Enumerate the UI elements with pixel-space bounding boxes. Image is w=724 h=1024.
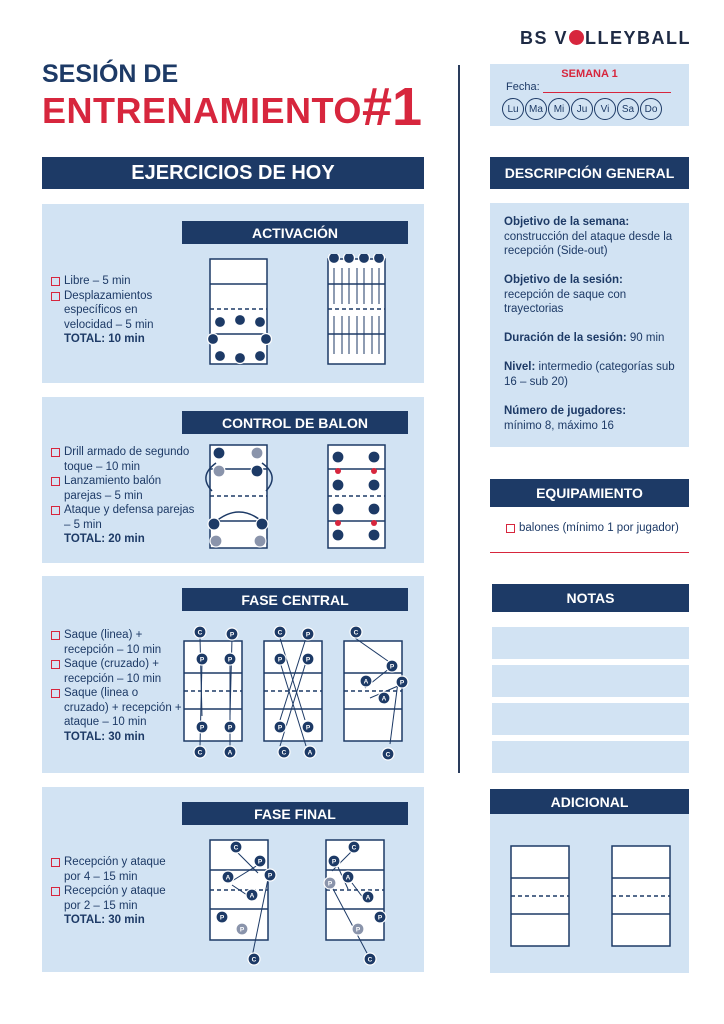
day-circle[interactable]: Do	[640, 98, 662, 120]
day-circle[interactable]: Ju	[571, 98, 593, 120]
svg-text:P: P	[277, 656, 283, 664]
activation-diagrams	[192, 254, 422, 374]
volleyball-icon	[569, 30, 584, 45]
description-heading: DESCRIPCIÓN GENERAL	[490, 157, 689, 189]
week-title: SEMANA 1	[561, 68, 618, 80]
svg-text:A: A	[225, 874, 231, 882]
svg-text:P: P	[267, 872, 273, 880]
column-divider	[458, 65, 460, 773]
section-final-phase	[42, 787, 424, 972]
svg-text:A: A	[365, 894, 371, 902]
week-box	[490, 64, 689, 126]
equipment-divider	[490, 552, 689, 553]
checkbox-icon[interactable]	[51, 660, 60, 669]
section-title: CONTROL DE BALON	[182, 411, 408, 434]
checkbox-icon[interactable]	[51, 858, 60, 867]
exercise-item[interactable]: Ataque y defensa parejas – 5 min	[51, 503, 199, 532]
checkbox-icon[interactable]	[51, 477, 60, 486]
section-title: FASE FINAL	[182, 802, 408, 825]
svg-text:P: P	[199, 724, 205, 732]
description-panel	[490, 203, 689, 447]
svg-text:A: A	[249, 892, 255, 900]
exercise-list	[51, 274, 181, 347]
day-circle[interactable]: Mi	[548, 98, 570, 120]
weekday-circles	[502, 98, 662, 120]
svg-text:P: P	[331, 858, 337, 866]
final-phase-diagrams	[192, 837, 422, 967]
svg-text:C: C	[281, 749, 287, 757]
exercise-list	[51, 445, 199, 547]
note-line[interactable]	[492, 741, 689, 773]
section-total: TOTAL: 30 min	[64, 914, 145, 926]
section-main-phase	[42, 576, 424, 773]
section-total: TOTAL: 30 min	[64, 730, 145, 743]
section-title: ACTIVACIÓN	[182, 221, 408, 244]
session-duration: Duración de la sesión: 90 min	[504, 332, 665, 344]
level: Nivel: intermedio (categorías sub 16 – sub 20)	[504, 361, 675, 388]
svg-text:P: P	[389, 663, 395, 671]
checkbox-icon[interactable]	[51, 506, 60, 515]
svg-text:C: C	[233, 844, 239, 852]
svg-text:C: C	[197, 629, 203, 637]
court-diagram	[184, 641, 402, 741]
svg-text:P: P	[227, 656, 233, 664]
svg-text:P: P	[239, 926, 245, 934]
court-diagram	[210, 259, 385, 364]
exercise-item[interactable]: Saque (linea o cruzado) + recepción + ataque – 10 min	[51, 686, 183, 730]
checkbox-icon[interactable]	[51, 631, 60, 640]
day-circle[interactable]: Sa	[617, 98, 639, 120]
exercise-list	[51, 855, 181, 928]
svg-text:C: C	[251, 956, 257, 964]
player-count: Número de jugadores: mínimo 8, máximo 16	[504, 405, 627, 432]
section-activation	[42, 204, 424, 383]
checkbox-icon[interactable]	[506, 524, 515, 533]
ball-control-diagrams	[192, 441, 422, 553]
main-phase-diagrams	[180, 626, 424, 766]
section-title: FASE CENTRAL	[182, 588, 408, 611]
svg-text:C: C	[351, 844, 357, 852]
svg-text:A: A	[363, 678, 369, 686]
svg-text:A: A	[227, 749, 233, 757]
checkbox-icon[interactable]	[51, 277, 60, 286]
svg-text:C: C	[277, 629, 283, 637]
session-number: #1	[362, 77, 423, 137]
svg-text:P: P	[257, 858, 263, 866]
checkbox-icon[interactable]	[51, 448, 60, 457]
court-diagram	[511, 846, 670, 946]
svg-text:C: C	[385, 751, 391, 759]
note-line[interactable]	[492, 703, 689, 735]
brand-logo	[520, 28, 691, 49]
svg-text:P: P	[199, 656, 205, 664]
exercise-item[interactable]: Libre – 5 min	[51, 274, 181, 289]
exercise-item[interactable]: Saque (linea) + recepción – 10 min	[51, 628, 183, 657]
section-total: TOTAL: 20 min	[64, 533, 145, 545]
svg-text:P: P	[305, 656, 311, 664]
svg-text:P: P	[355, 926, 361, 934]
svg-text:P: P	[377, 914, 383, 922]
brand-text-right: LLEYBALL	[585, 28, 692, 48]
section-total: TOTAL: 10 min	[64, 333, 145, 345]
svg-text:C: C	[367, 956, 373, 964]
court-diagram	[206, 445, 385, 548]
svg-text:A: A	[307, 749, 313, 757]
note-line[interactable]	[492, 627, 689, 659]
session-goal: Objetivo de la sesión: recepción de saque con trayectorias	[504, 274, 627, 315]
blank-court-diagrams[interactable]	[508, 844, 678, 949]
svg-text:P: P	[327, 880, 333, 888]
svg-text:P: P	[399, 679, 405, 687]
svg-text:A: A	[345, 874, 351, 882]
section-ball-control	[42, 397, 424, 563]
equipment-item[interactable]: balones (mínimo 1 por jugador)	[506, 522, 679, 534]
svg-text:P: P	[305, 724, 311, 732]
exercise-list	[51, 628, 183, 744]
week-goal: Objetivo de la semana: construcción del ataque desde la recepción (Side-out)	[504, 216, 673, 257]
exercise-item[interactable]: Saque (cruzado) + recepción – 10 min	[51, 657, 183, 686]
svg-text:A: A	[381, 695, 387, 703]
svg-text:C: C	[353, 629, 359, 637]
exercise-item[interactable]: Drill armado de segundo toque – 10 min	[51, 445, 199, 474]
date-label: Fecha:	[506, 81, 540, 93]
svg-text:P: P	[229, 631, 235, 639]
additional-heading: ADICIONAL	[490, 789, 689, 814]
exercise-item[interactable]: Lanzamiento balón parejas – 5 min	[51, 474, 199, 503]
svg-text:C: C	[197, 749, 203, 757]
svg-text:P: P	[277, 724, 283, 732]
checkbox-icon[interactable]	[51, 887, 60, 896]
day-circle[interactable]: Vi	[594, 98, 616, 120]
exercise-item[interactable]: Recepción y ataque por 2 – 15 min	[51, 884, 181, 913]
title-line1: SESIÓN DE	[42, 60, 179, 88]
exercise-item[interactable]: Desplazamientos específicos en velocidad – 5 min	[51, 289, 181, 333]
day-circle[interactable]: Ma	[525, 98, 547, 120]
additional-panel	[490, 789, 689, 973]
exercises-heading: EJERCICIOS DE HOY	[42, 157, 424, 189]
svg-text:P: P	[227, 724, 233, 732]
date-line[interactable]	[543, 92, 671, 93]
svg-text:P: P	[219, 914, 225, 922]
exercise-item[interactable]: Recepción y ataque por 4 – 15 min	[51, 855, 181, 884]
svg-text:P: P	[305, 631, 311, 639]
checkbox-icon[interactable]	[51, 292, 60, 301]
brand-text-left: BS V	[520, 28, 569, 48]
note-line[interactable]	[492, 665, 689, 697]
title-line2: ENTRENAMIENTO	[42, 90, 362, 131]
equipment-heading: EQUIPAMIENTO	[490, 479, 689, 507]
notes-heading: NOTAS	[492, 584, 689, 612]
day-circle[interactable]: Lu	[502, 98, 524, 120]
checkbox-icon[interactable]	[51, 689, 60, 698]
